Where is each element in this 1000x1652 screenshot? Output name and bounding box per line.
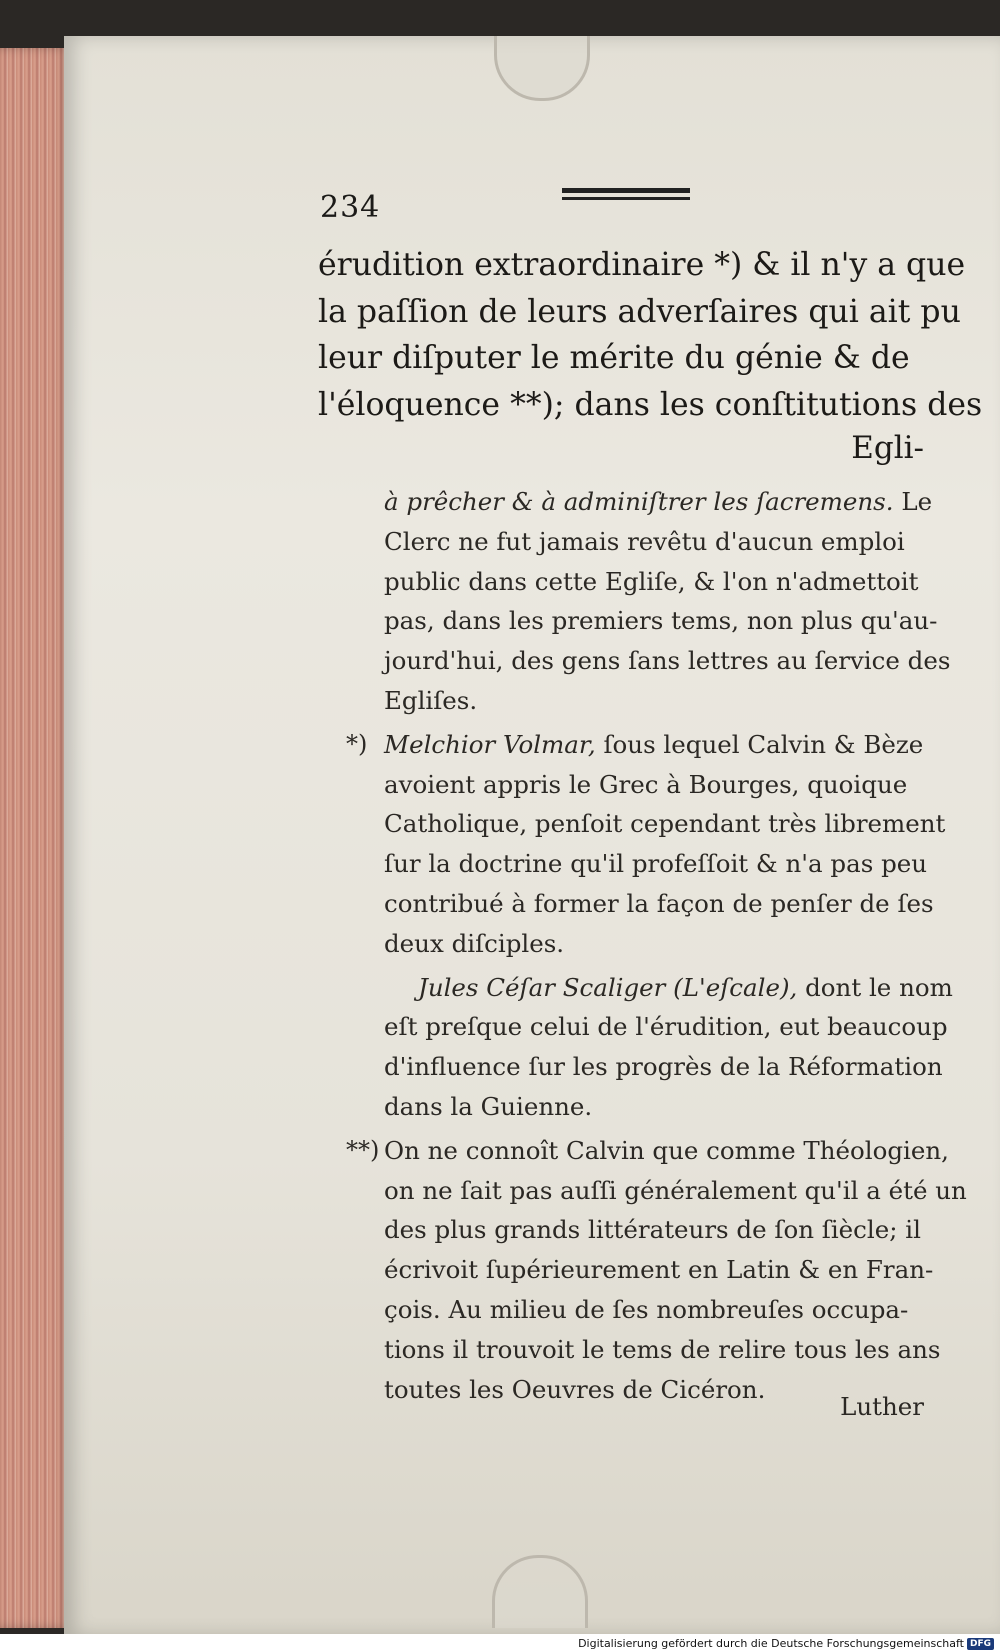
- footnote-line: Clerc ne fut jamais revêtu d'aucun emploi: [384, 526, 905, 556]
- footnote-marker: **): [346, 1135, 380, 1164]
- footnote-line: à prêcher & à adminiſtrer les ſacremens. Le: [384, 487, 933, 516]
- footnote-line: jourd'hui, des gens ſans lettres au ſervice des: [384, 646, 951, 676]
- main-text-line: la paſſion de leurs adverſaires qui ait pu: [318, 293, 961, 330]
- footnote-line: Jules Céſar Scaliger (L'eſcale), dont le nom: [418, 972, 953, 1002]
- page-clip-top: [494, 36, 590, 101]
- main-text-line: l'éloquence **); dans les conſtitutions des: [318, 386, 983, 423]
- footnote-line: Catholique, penſoit cependant très librement: [384, 809, 946, 839]
- footnote-1-continued: [384, 968, 953, 1127]
- footnote-continuation: [384, 482, 951, 721]
- funding-credit: Digitalisierung gefördert durch die Deutsche Forschungsgemeinschaft: [578, 1637, 964, 1650]
- main-text-line: leur diſputer le mérite du génie & de: [318, 340, 910, 376]
- footnote-catchword: Luther: [840, 1392, 924, 1421]
- main-text-line: érudition extraordinaire *) & il n'y a que: [318, 247, 966, 283]
- page-clip-bottom: [492, 1555, 588, 1628]
- footnote-line: Egliſes.: [384, 685, 478, 715]
- main-text: [318, 242, 983, 428]
- dfg-logo-badge: DFG: [967, 1638, 994, 1650]
- footnote-line: avoient appris le Grec à Bourges, quoique: [384, 769, 908, 799]
- footnote-line: eſt preſque celui de l'érudition, eut beaucoup: [384, 1012, 948, 1042]
- footnote-line: ſur la doctrine qu'il profeſſoit & n'a pas peu: [384, 849, 928, 879]
- footnote-line: Melchior Volmar, ſous lequel Calvin & Bèze: [384, 729, 924, 759]
- footnote-line: toutes les Oeuvres de Cicéron.: [384, 1374, 766, 1404]
- footnote-line: d'influence ſur les progrès de la Réformation: [384, 1052, 943, 1082]
- footnote-line: çois. Au milieu de ſes nombreuſes occupa-: [384, 1294, 909, 1324]
- footer-bar: [0, 1634, 1000, 1652]
- footnote-line: public dans cette Egliſe, & l'on n'admettoit: [384, 566, 919, 596]
- footnote-line: deux diſciples.: [384, 928, 565, 958]
- footnote-line: tions il trouvoit le tems de relire tous les ans: [384, 1334, 941, 1364]
- footnote-line: on ne ſait pas auſſi généralement qu'il a été un: [384, 1175, 967, 1205]
- footnote-line: écrivoit ſupérieurement en Latin & en Fran-: [384, 1255, 934, 1285]
- footnote-line: contribué à former la façon de penſer de ſes: [384, 888, 934, 918]
- footnote-line: pas, dans les premiers tems, non plus qu'au-: [384, 606, 938, 636]
- main-catchword: Egli-: [851, 430, 924, 466]
- footnote-1: [346, 725, 946, 964]
- footnote-2: [346, 1131, 967, 1410]
- footnote-marker: *): [346, 729, 368, 758]
- page-edges: [0, 48, 70, 1628]
- footnote-line: des plus grands littérateurs de ſon ſiècle; il: [384, 1215, 921, 1245]
- page-number: 234: [320, 190, 381, 225]
- header-rule: [562, 188, 690, 200]
- footnote-line: On ne connoît Calvin que comme Théologien,: [384, 1135, 949, 1165]
- footnotes: [346, 482, 967, 1413]
- footnote-line: dans la Guienne.: [384, 1091, 593, 1121]
